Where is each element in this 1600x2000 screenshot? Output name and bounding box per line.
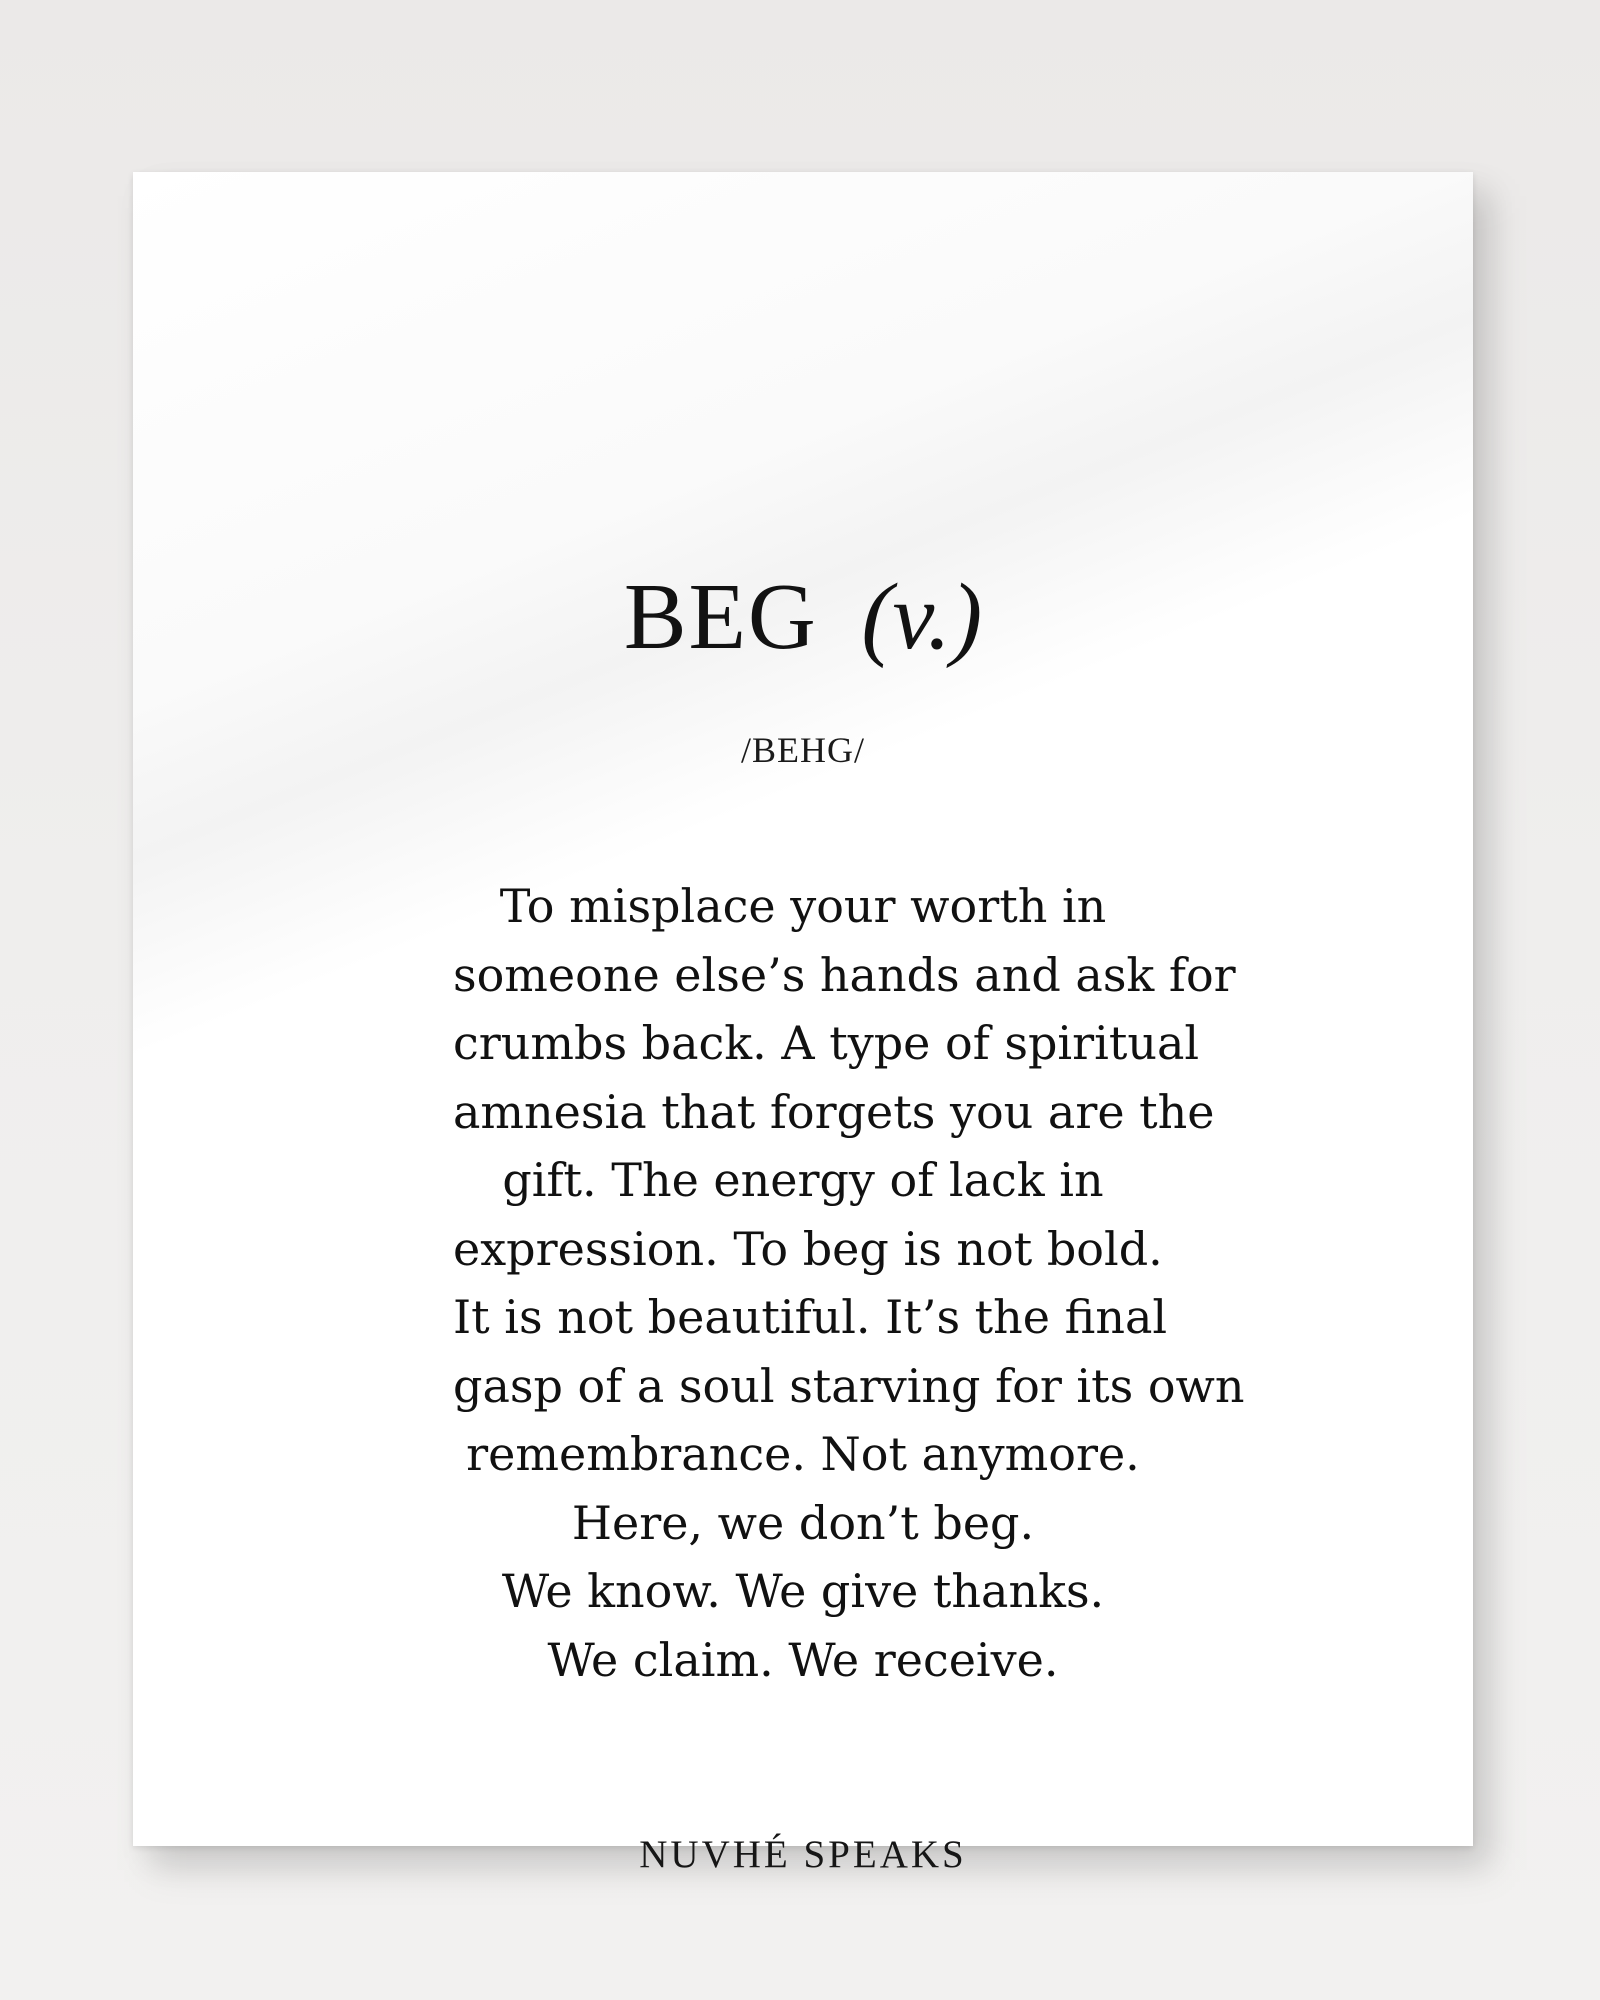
- part-of-speech: (v.): [861, 565, 983, 669]
- definition-line: someone else’s hands and ask for: [453, 947, 1236, 1002]
- definition-line: remembrance. Not anymore.: [466, 1427, 1140, 1481]
- definition-line: gasp of a soul starving for its own: [453, 1358, 1245, 1413]
- definition-line: Here, we don’t beg.: [571, 1495, 1035, 1550]
- term-title: [133, 565, 1473, 669]
- definition-line: expression. To beg is not bold.: [453, 1221, 1163, 1276]
- definition-text: [453, 872, 1245, 1694]
- brand-signature: NUVHÉ SPEAKS: [639, 1833, 967, 1876]
- definition-line: gift. The energy of lack in: [502, 1153, 1104, 1207]
- pronunciation: /BEHG/: [740, 730, 865, 770]
- definition-line: It is not beautiful. It’s the final: [453, 1290, 1168, 1344]
- term-word: BEG: [623, 565, 818, 669]
- definition-line: crumbs back. A type of spiritual: [453, 1016, 1200, 1070]
- definition-line: We know. We give thanks.: [501, 1564, 1105, 1618]
- definition-line: We claim. We receive.: [547, 1632, 1059, 1687]
- definition-line: To misplace your worth in: [499, 879, 1107, 933]
- definition-line: amnesia that forgets you are the: [453, 1084, 1215, 1139]
- definition-poster: [133, 172, 1473, 1876]
